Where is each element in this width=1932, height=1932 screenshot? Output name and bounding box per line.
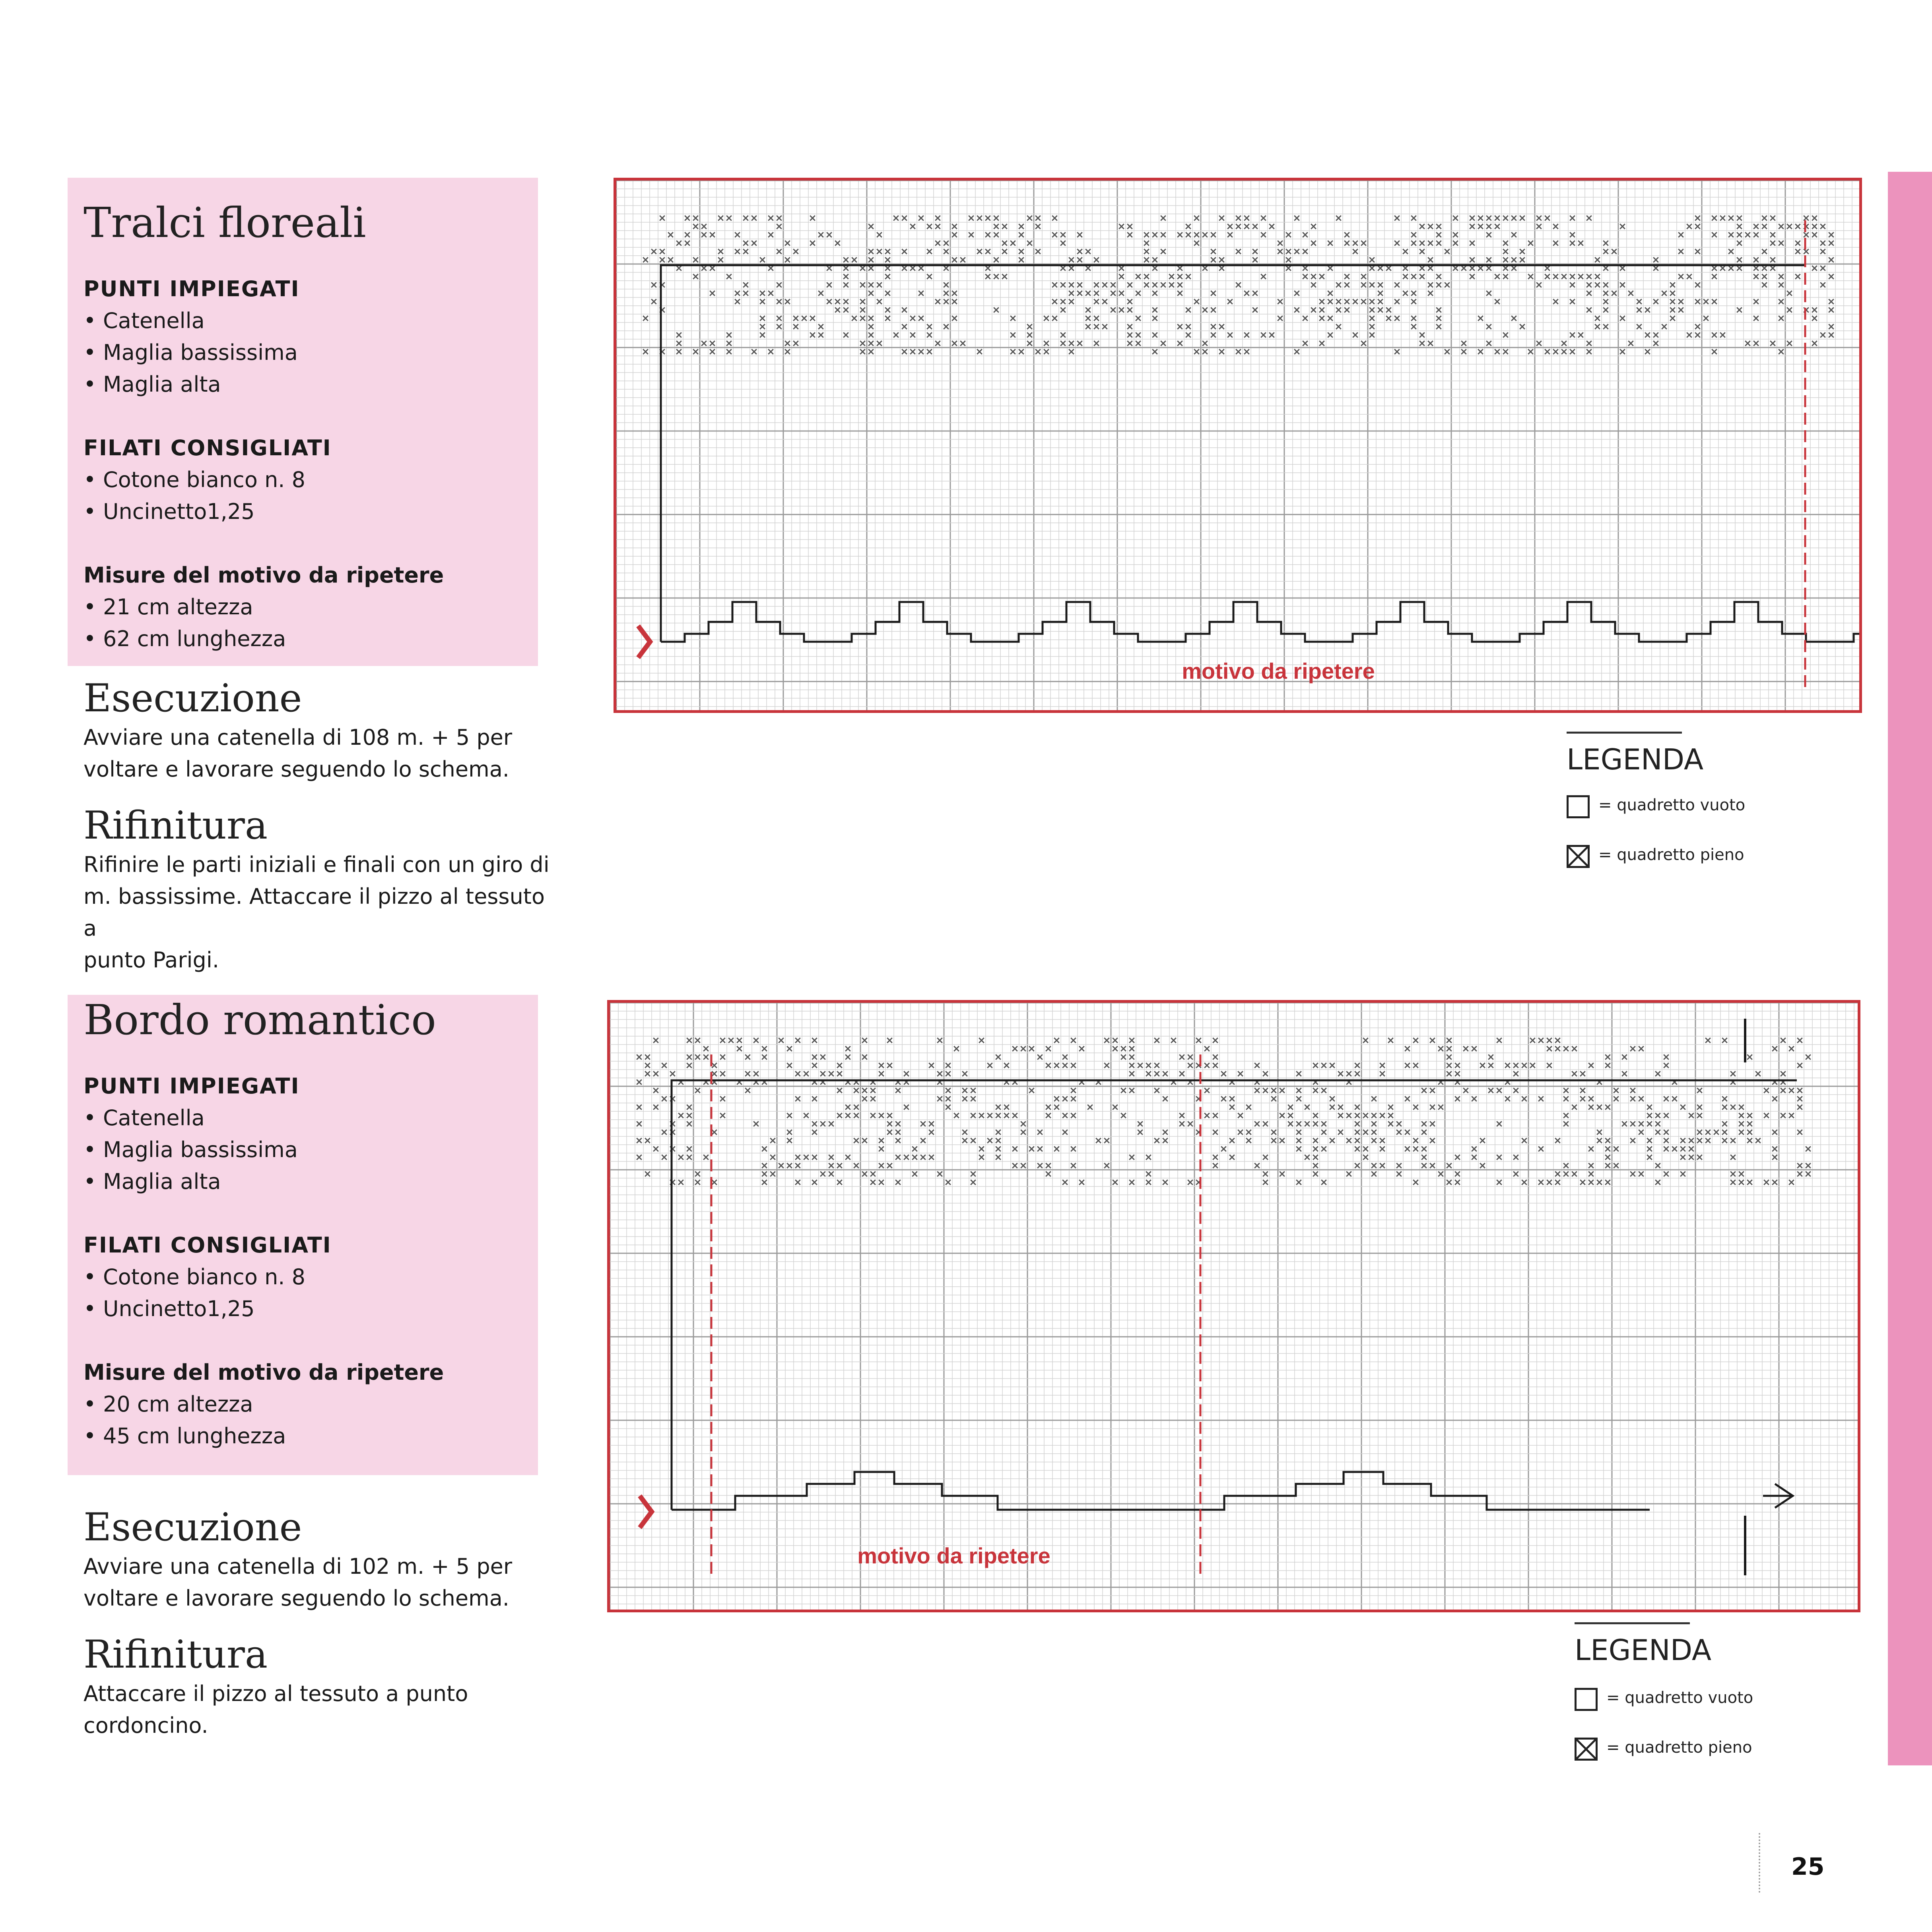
esecuzione-text [83,1551,561,1614]
start-arrow-icon [640,1496,652,1528]
punti-item: • Catenella [83,1105,205,1130]
info-box-bordo [68,995,538,1475]
motivo-label: motivo da ripetere [857,1543,1050,1568]
pattern-outline [661,265,1805,642]
filled-stitches [643,216,1834,354]
section-title: Bordo romantico [83,996,436,1044]
filati-block [83,1229,332,1325]
esecuzione-title: Esecuzione [83,1505,302,1549]
filati-heading: FILATI CONSIGLIATI [83,1233,332,1258]
crochet-chart-bordo [607,1000,1860,1612]
text-line: cordoncino. [83,1713,208,1738]
filati-item: • Cotone bianco n. 8 [83,467,305,492]
filati-item: • Uncinetto1,25 [83,1296,255,1321]
crochet-chart-tralci [614,178,1862,713]
section-title: Tralci floreali [83,198,366,247]
legend-title: LEGENDA [1575,1633,1712,1667]
esecuzione-text [83,722,561,785]
rifinitura-text [83,849,561,976]
filati-heading: FILATI CONSIGLIATI [83,435,332,460]
text-line: punto Parigi. [83,948,219,973]
page-number-divider [1759,1833,1760,1893]
info-box-tralci [68,178,538,666]
punti-item: • Maglia alta [83,372,221,397]
punti-block [83,1070,300,1198]
text-line: Rifinire le parti iniziali e finali con un giro di [83,852,550,877]
side-color-strip [1888,172,1932,1765]
filati-item: • Cotone bianco n. 8 [83,1264,305,1289]
misure-heading: Misure del motivo da ripetere [83,1360,444,1385]
crossed-square-icon [1567,845,1590,868]
start-arrow-icon [638,626,650,658]
rifinitura-title: Rifinitura [83,803,268,848]
misure-block [83,1357,444,1452]
punti-block [83,273,300,400]
legend-rule [1575,1622,1690,1624]
motivo-label: motivo da ripetere [1182,658,1375,683]
misure-block [83,559,444,655]
legend-full-label: = quadretto pieno [1606,1738,1752,1757]
misure-item: • 20 cm altezza [83,1392,253,1417]
rifinitura-title: Rifinitura [83,1632,268,1677]
crossed-square-icon [1575,1738,1598,1761]
text-line: Attaccare il pizzo al tessuto a punto [83,1681,468,1706]
filati-item: • Uncinetto1,25 [83,499,255,524]
text-line: voltare e lavorare seguendo lo schema. [83,1586,509,1611]
punti-item: • Maglia alta [83,1169,221,1194]
esecuzione-title: Esecuzione [83,676,302,720]
legend-rule [1567,732,1682,734]
legend-full-label: = quadretto pieno [1598,846,1744,864]
punti-heading: PUNTI IMPIEGATI [83,1074,300,1099]
misure-item: • 62 cm lunghezza [83,626,286,651]
filati-block [83,432,332,528]
misure-heading: Misure del motivo da ripetere [83,563,444,588]
text-line: m. bassissime. Attaccare il pizzo al tessuto a [83,884,545,941]
legend-title: LEGENDA [1567,743,1704,776]
empty-square-icon [1575,1688,1598,1711]
chart-grid [616,181,1862,713]
text-line: voltare e lavorare seguendo lo schema. [83,757,509,782]
punti-item: • Maglia bassissima [83,1137,298,1162]
empty-square-icon [1567,795,1590,818]
grid-lines [610,1003,1860,1612]
page-number: 25 [1791,1853,1825,1881]
text-line: Avviare una catenella di 102 m. + 5 per [83,1554,513,1579]
scalloped-edge [661,602,1862,642]
legend-empty-label: = quadretto vuoto [1598,796,1746,814]
punti-item: • Maglia bassissima [83,340,298,365]
punti-heading: PUNTI IMPIEGATI [83,276,300,301]
legend-empty-label: = quadretto vuoto [1606,1689,1753,1707]
rifinitura-text [83,1678,561,1742]
punti-item: • Catenella [83,308,205,333]
misure-item: • 21 cm altezza [83,594,253,619]
text-line: Avviare una catenella di 108 m. + 5 per [83,725,513,750]
misure-item: • 45 cm lunghezza [83,1423,286,1449]
chart-grid [610,1003,1860,1612]
